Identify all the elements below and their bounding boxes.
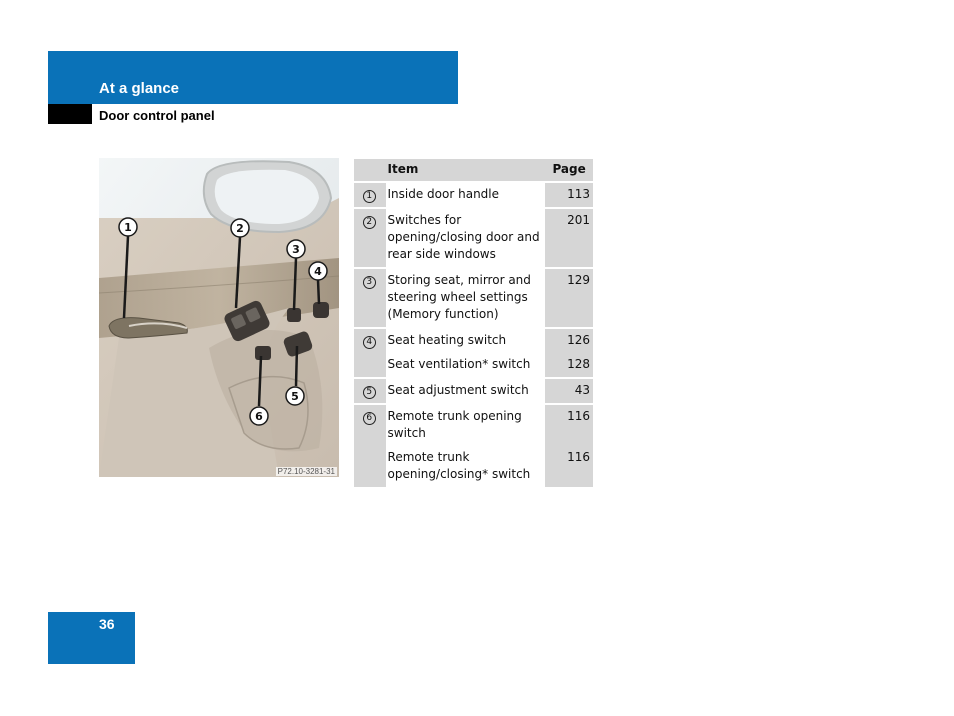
callout-2	[231, 219, 249, 237]
item-number: 5	[363, 386, 376, 399]
svg-text:1: 1	[124, 221, 132, 234]
item-label: Seat heating switch	[386, 328, 546, 353]
table-row	[354, 446, 593, 487]
item-label: Switches for opening/closing door and rear side windows	[386, 208, 546, 268]
item-label: Seat adjustment switch	[386, 378, 546, 404]
item-label: Seat ventilation* switch	[386, 353, 546, 378]
item-label: Remote trunk opening/closing* switch	[386, 446, 546, 487]
item-label: Inside door handle	[386, 182, 546, 208]
item-label: Remote trunk opening switch	[386, 404, 546, 446]
table-row	[354, 182, 593, 208]
page-ref: 43	[545, 378, 593, 404]
svg-text:5: 5	[291, 390, 299, 403]
page-ref: 116	[545, 446, 593, 487]
table-row	[354, 404, 593, 446]
section-header-bar	[48, 51, 458, 104]
svg-text:4: 4	[314, 265, 322, 278]
callout-6	[250, 407, 268, 425]
item-number: 3	[363, 276, 376, 289]
section-title: At a glance	[99, 80, 180, 97]
item-number: 4	[363, 336, 376, 349]
page-ref: 116	[545, 404, 593, 446]
svg-text:6: 6	[255, 410, 263, 423]
table-row	[354, 208, 593, 268]
table-header-row	[354, 159, 593, 182]
callout-3	[287, 240, 305, 258]
item-label: Storing seat, mirror and steering wheel settings (Memory function)	[386, 268, 546, 328]
header-page: Page	[545, 159, 593, 182]
figure-code: P72.10-3281-31	[277, 467, 335, 476]
callout-4	[309, 262, 327, 280]
callout-1	[119, 218, 137, 236]
callout-5	[286, 387, 304, 405]
item-number: 6	[363, 412, 376, 425]
page-title: Door control panel	[99, 108, 215, 123]
svg-text:3: 3	[292, 243, 300, 256]
header-num	[354, 159, 386, 182]
subsection-marker	[48, 104, 92, 124]
page-ref: 129	[545, 268, 593, 328]
header-item: Item	[386, 159, 546, 182]
item-number: 1	[363, 190, 376, 203]
door-panel-illustration	[99, 158, 339, 477]
page-ref: 113	[545, 182, 593, 208]
svg-text:2: 2	[236, 222, 244, 235]
item-number: 2	[363, 216, 376, 229]
table-row	[354, 353, 593, 378]
page-ref: 126	[545, 328, 593, 353]
page-ref: 128	[545, 353, 593, 378]
page-ref: 201	[545, 208, 593, 268]
table-row	[354, 268, 593, 328]
page-number: 36	[99, 616, 115, 632]
table-row	[354, 378, 593, 404]
item-table	[354, 159, 593, 487]
table-row	[354, 328, 593, 353]
page-number-box	[48, 612, 135, 664]
